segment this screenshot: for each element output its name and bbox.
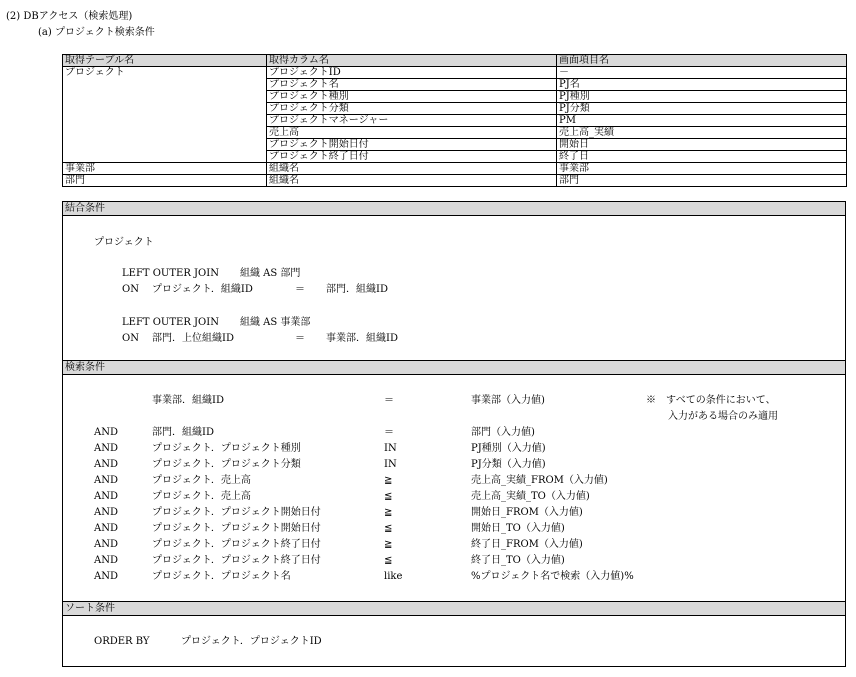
cond-operator: ＝ — [384, 395, 394, 406]
cond-operator: ≧ — [384, 539, 393, 550]
cell-table-department: 部門 — [63, 175, 267, 187]
cell-table-project: プロジェクト — [63, 67, 267, 163]
cell-item: PM — [557, 115, 847, 127]
search-conditions-section — [62, 360, 846, 604]
header-table-name: 取得テーブル名 — [63, 55, 267, 67]
cell-item: PJ種別 — [557, 91, 847, 103]
table-header-row — [63, 55, 847, 67]
cond-value: PJ種別（入力値) — [471, 443, 546, 454]
join-conditions-section — [62, 201, 846, 363]
section-heading: (2) DBアクセス（検索処理) — [6, 11, 133, 22]
cond-value: 開始日_TO（入力値) — [471, 523, 565, 534]
join2-left: 部門．上位組織ID — [152, 333, 234, 344]
cond-field: プロジェクト．売上高 — [152, 475, 251, 486]
cond-operator: ≦ — [384, 491, 393, 502]
subsection-heading: (a) プロジェクト検索条件 — [38, 27, 155, 38]
cond-field: 部門．組織ID — [152, 427, 214, 438]
cond-field: 事業部．組織ID — [152, 395, 224, 406]
cell-item: PJ分類 — [557, 103, 847, 115]
cond-value: 事業部（入力値) — [471, 395, 545, 406]
join2-on: ON — [122, 333, 139, 344]
cell-column: プロジェクトマネージャー — [267, 115, 557, 127]
cell-column: プロジェクト終了日付 — [267, 151, 557, 163]
cond-field: プロジェクト．プロジェクト種別 — [152, 443, 301, 454]
cond-conjunction: AND — [94, 555, 118, 566]
cond-value: 終了日_FROM（入力値) — [471, 539, 583, 550]
sort-conditions-section — [62, 601, 846, 667]
sort-field: プロジェクト．プロジェクトID — [181, 636, 322, 647]
cond-field: プロジェクト．プロジェクト終了日付 — [152, 555, 321, 566]
cond-operator: IN — [384, 459, 397, 470]
table-row — [63, 163, 847, 175]
cond-conjunction: AND — [94, 523, 118, 534]
cond-field: プロジェクト．プロジェクト開始日付 — [152, 507, 321, 518]
cell-item: 売上高_実績 — [557, 127, 847, 139]
cell-item: 開始日 — [557, 139, 847, 151]
search-note-line1: ※ すべての条件において、 — [646, 395, 776, 406]
cond-operator: ＝ — [384, 427, 394, 438]
cond-value: 開始日_FROM（入力値) — [471, 507, 583, 518]
join1-right: 部門．組織ID — [326, 284, 388, 295]
cond-conjunction: AND — [94, 539, 118, 550]
cond-conjunction: AND — [94, 571, 118, 582]
cell-item: PJ名 — [557, 79, 847, 91]
cell-item: 事業部 — [557, 163, 847, 175]
cond-value: 売上高_実績_TO（入力値) — [471, 491, 590, 502]
cell-column: プロジェクト名 — [267, 79, 557, 91]
cond-operator: ≧ — [384, 475, 393, 486]
cond-conjunction: AND — [94, 491, 118, 502]
cell-column: 組織名 — [267, 175, 557, 187]
join2-target: 組織 AS 事業部 — [240, 317, 311, 328]
cond-operator: IN — [384, 443, 397, 454]
join1-keyword: LEFT OUTER JOIN — [122, 268, 219, 279]
cond-conjunction: AND — [94, 475, 118, 486]
cond-operator: ≦ — [384, 523, 393, 534]
cell-column: プロジェクト種別 — [267, 91, 557, 103]
join-base-table: プロジェクト — [94, 237, 154, 248]
search-conditions-title: 検索条件 — [63, 361, 845, 375]
cond-conjunction: AND — [94, 459, 118, 470]
cond-operator: like — [384, 571, 403, 582]
join1-target: 組織 AS 部門 — [240, 268, 301, 279]
cond-operator: ≦ — [384, 555, 393, 566]
cell-column: 売上高 — [267, 127, 557, 139]
search-note-line2: 入力がある場合のみ適用 — [668, 411, 778, 422]
header-column-name: 取得カラム名 — [267, 55, 557, 67]
cond-field: プロジェクト．プロジェクト終了日付 — [152, 539, 321, 550]
cell-item: 部門 — [557, 175, 847, 187]
cell-item: － — [557, 67, 847, 79]
cond-value: 売上高_実績_FROM（入力値) — [471, 475, 608, 486]
cell-item: 終了日 — [557, 151, 847, 163]
cond-conjunction: AND — [94, 443, 118, 454]
cond-field: プロジェクト．プロジェクト名 — [152, 571, 291, 582]
columns-table — [62, 54, 847, 187]
join2-operator: ＝ — [295, 333, 305, 344]
cond-value: 部門（入力値) — [471, 427, 535, 438]
cell-column: 組織名 — [267, 163, 557, 175]
cond-field: プロジェクト．プロジェクト開始日付 — [152, 523, 321, 534]
sort-conditions-title: ソート条件 — [63, 602, 845, 616]
header-item-name: 画面項目名 — [557, 55, 847, 67]
join1-left: プロジェクト．組織ID — [152, 284, 253, 295]
table-row — [63, 67, 847, 79]
cell-column: プロジェクトID — [267, 67, 557, 79]
cond-conjunction: AND — [94, 507, 118, 518]
cond-value: %プロジェクト名で検索（入力値)% — [471, 571, 634, 582]
join1-on: ON — [122, 284, 139, 295]
cond-value: PJ分類（入力値) — [471, 459, 546, 470]
cond-field: プロジェクト．プロジェクト分類 — [152, 459, 301, 470]
cell-column: プロジェクト分類 — [267, 103, 557, 115]
cond-operator: ≧ — [384, 507, 393, 518]
join-conditions-title: 結合条件 — [63, 202, 845, 216]
cond-conjunction: AND — [94, 427, 118, 438]
join1-operator: ＝ — [295, 284, 305, 295]
cond-value: 終了日_TO（入力値) — [471, 555, 565, 566]
cell-table-division: 事業部 — [63, 163, 267, 175]
cond-field: プロジェクト．売上高 — [152, 491, 251, 502]
join2-keyword: LEFT OUTER JOIN — [122, 317, 219, 328]
table-row — [63, 175, 847, 187]
join2-right: 事業部．組織ID — [326, 333, 398, 344]
cell-column: プロジェクト開始日付 — [267, 139, 557, 151]
sort-keyword: ORDER BY — [94, 636, 150, 647]
